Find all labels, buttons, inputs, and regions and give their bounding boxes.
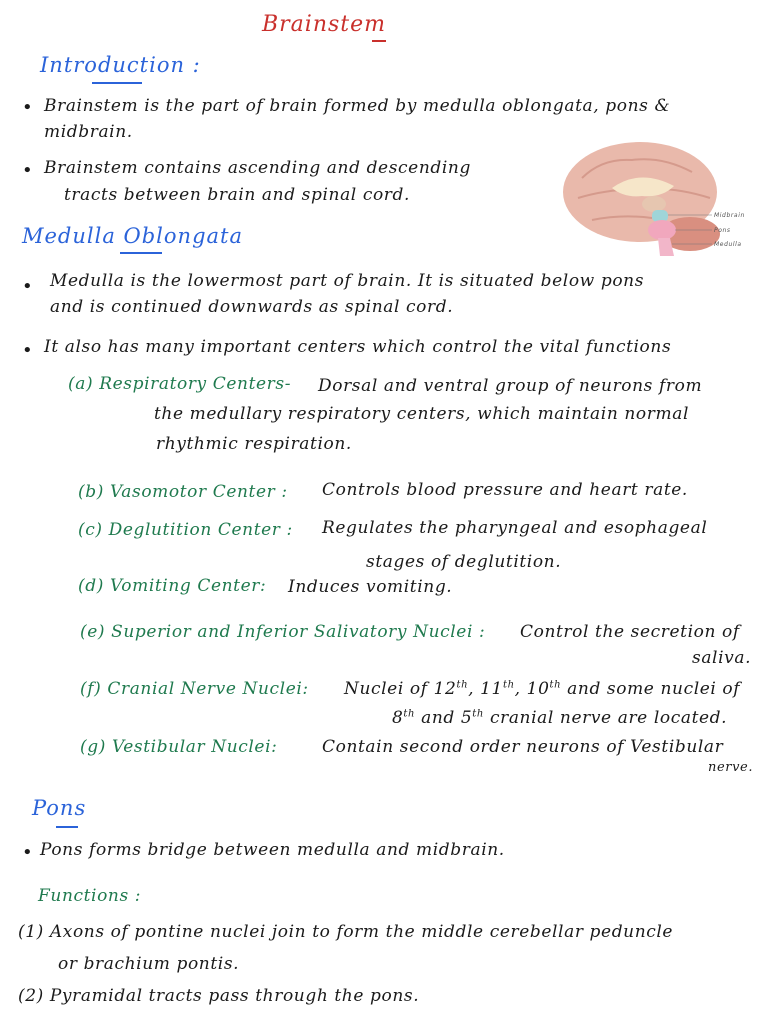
pons-shape [648,220,676,240]
item-e-line-1: Control the secretion of [520,622,740,642]
item-c-line-2: stages of deglutition. [366,552,562,572]
bullet-dot: • [22,842,34,863]
diagram-label-medulla: Medulla [714,241,742,248]
item-c-line-1: Regulates the pharyngeal and esophageal [322,518,708,538]
intro-heading: Introduction : [40,53,201,77]
item-b-text: Controls blood pressure and heart rate. [322,480,688,500]
item-a-line-1: Dorsal and ventral group of neurons from [318,376,703,396]
medulla-underline [120,252,162,254]
item-f-label: (f) Cranial Nerve Nuclei: [80,679,309,699]
item-g-line-2: nerve. [708,760,754,775]
pons-underline [56,826,78,828]
item-a-line-3: rhythmic respiration. [156,434,352,454]
item-f-line-2: 8th and 5th cranial nerve are located. [392,708,728,728]
bullet-dot: • [22,160,34,181]
function-1-line-1: (1) Axons of pontine nuclei join to form the middle cerebellar peduncle [18,922,674,942]
functions-heading: Functions : [38,886,142,906]
medulla-bullet-1-line-2: and is continued downwards as spinal cord. [50,297,454,317]
function-2: (2) Pyramidal tracts pass through the pons. [18,986,420,1006]
item-a-label: (a) Respiratory Centers- [68,374,292,394]
page-title: Brainstem [262,12,387,37]
intro-bullet-2-line-1: Brainstem contains ascending and descending [44,158,471,178]
item-f-line-1: Nuclei of 12th, 11th, 10th and some nuclei of [344,679,741,699]
intro-bullet-1-line-1: Brainstem is the part of brain formed by medulla oblongata, pons & [44,96,671,116]
intro-bullet-2-line-2: tracts between brain and spinal cord. [64,185,411,205]
item-d-label: (d) Vomiting Center: [78,576,267,596]
medulla-heading: Medulla Oblongata [22,224,243,248]
intro-bullet-1-line-2: midbrain. [44,122,133,142]
item-d-text: Induces vomiting. [288,577,453,597]
item-g-line-1: Contain second order neurons of Vestibular [322,737,724,757]
title-underline [372,40,386,42]
item-a-line-2: the medullary respiratory centers, which maintain normal [154,404,689,424]
thalamus-shape [642,196,666,212]
pons-heading: Pons [32,796,87,820]
medulla-bullet-1-line-1: Medulla is the lowermost part of brain. It is situated below pons [50,271,645,291]
bullet-dot: • [22,276,34,297]
pons-bullet-1: Pons forms bridge between medulla and midbrain. [40,840,505,860]
item-e-line-2: saliva. [692,648,752,668]
item-e-label: (e) Superior and Inferior Salivatory Nuclei : [80,622,486,642]
item-b-label: (b) Vasomotor Center : [78,482,288,502]
medulla-bullet-2-line-1: It also has many important centers which control the vital functions [44,337,672,357]
bullet-dot: • [22,340,34,361]
item-g-label: (g) Vestibular Nuclei: [80,737,278,757]
diagram-label-midbrain: Midbrain [714,212,745,219]
diagram-label-pons: Pons [714,227,731,234]
brain-sagittal-diagram [562,138,762,256]
bullet-dot: • [22,97,34,118]
intro-underline [92,82,142,84]
function-1-line-2: or brachium pontis. [58,954,240,974]
item-c-label: (c) Deglutition Center : [78,520,293,540]
